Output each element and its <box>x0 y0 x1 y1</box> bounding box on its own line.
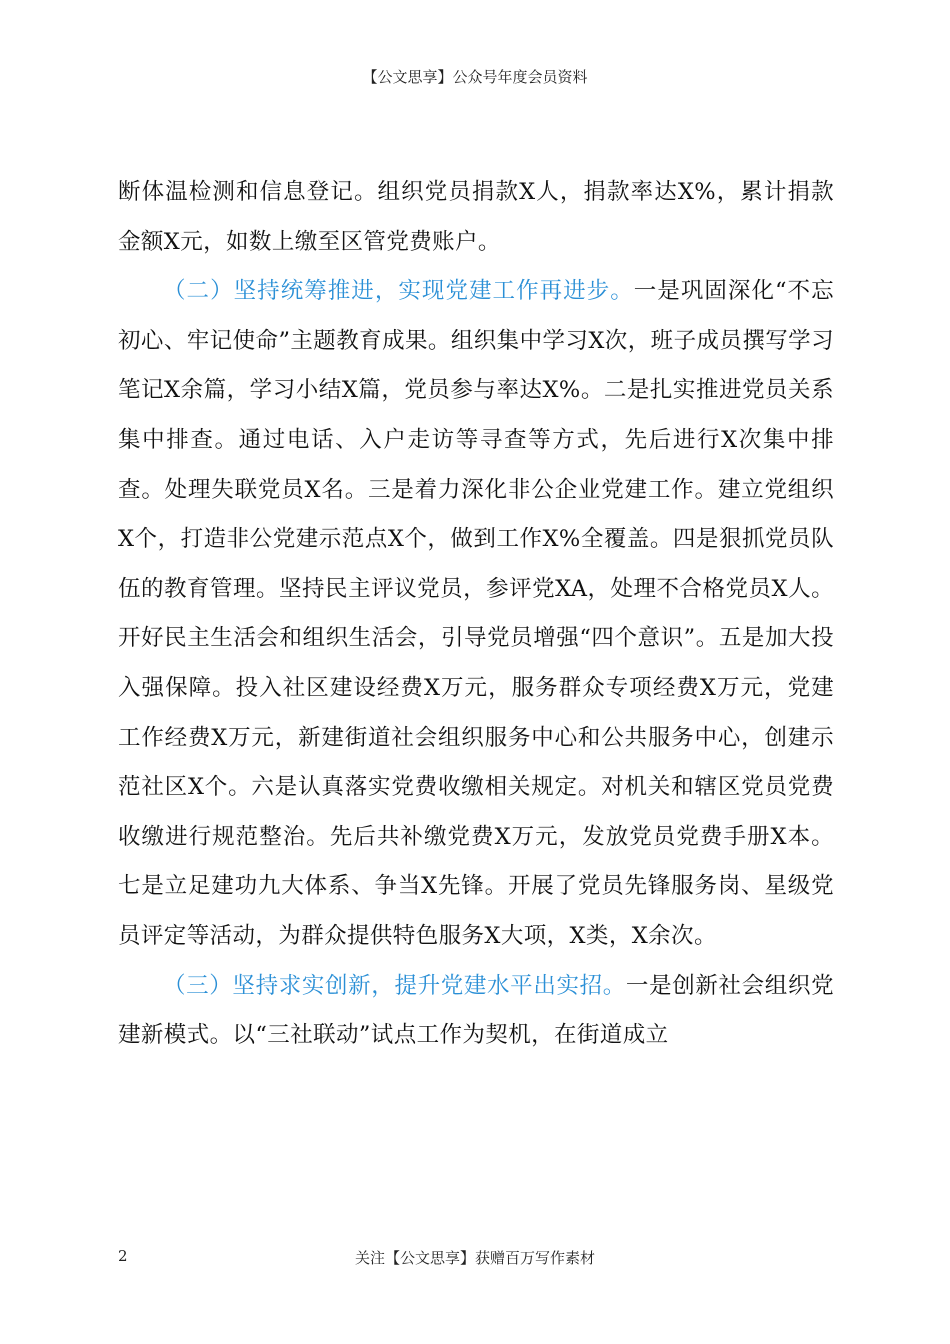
page-header: 【公文思享】公众号年度会员资料 <box>362 68 588 86</box>
paragraph-section-3 <box>118 962 834 1061</box>
paragraph-section-2 <box>118 267 834 961</box>
document-body <box>118 168 834 1061</box>
page-number: 2 <box>118 1247 128 1265</box>
section-3-text: 一是创新社会组织党建新模式。以“三社联动”试点工作为契机，在街道成立 <box>118 972 834 1049</box>
section-3-heading: （三）坚持求实创新，提升党建水平出实招。 <box>163 972 626 999</box>
section-2-text: 一是巩固深化“不忘初心、牢记使命”主题教育成果。组织集中学习X次，班子成员撰写学习笔记X余篇，学习小结X篇，党员参与率达X%。二是扎实推进党员关系集中排查。通过电话、入户走访等寻查等方式，先后进行X次集中排查。处理失联党员X名。三是着力深化非公企业党建工作。建立党组织X个，打造非公党建示范点X个，做到工作X%全覆盖。四是狠抓党员队伍的教育管理。坚持民主评议党员，参评党XA，处理不合格党员X人。开好民主生活会和组织生活会，引导党员增强“四个意识”。五是加大投入强保障。投入社区建设经费X万元，服务群众专项经费X万元，党建工作经费X万元，新建街道社会组织服务中心和公共服务中心，创建示范社区X个。六是认真落实党费收缴相关规定。对机关和辖区党员党费收缴进行规范整治。先后共补缴党费X万元，发放党员党费手册X本。七是立足建功九大体系、争当X先锋。开展了党员先锋服务岗、星级党员评定等活动，为群众提供特色服务X大项，X类，X余次。 <box>118 278 834 949</box>
paragraph-continuation: 断体温检测和信息登记。组织党员捐款X人，捐款率达X%，累计捐款金额X元，如数上缴至区管党费账户。 <box>118 179 834 255</box>
page-footer: 关注【公文思享】获赠百万写作素材 <box>354 1249 595 1267</box>
section-2-heading: （二）坚持统筹推进，实现党建工作再进步。 <box>163 278 634 305</box>
